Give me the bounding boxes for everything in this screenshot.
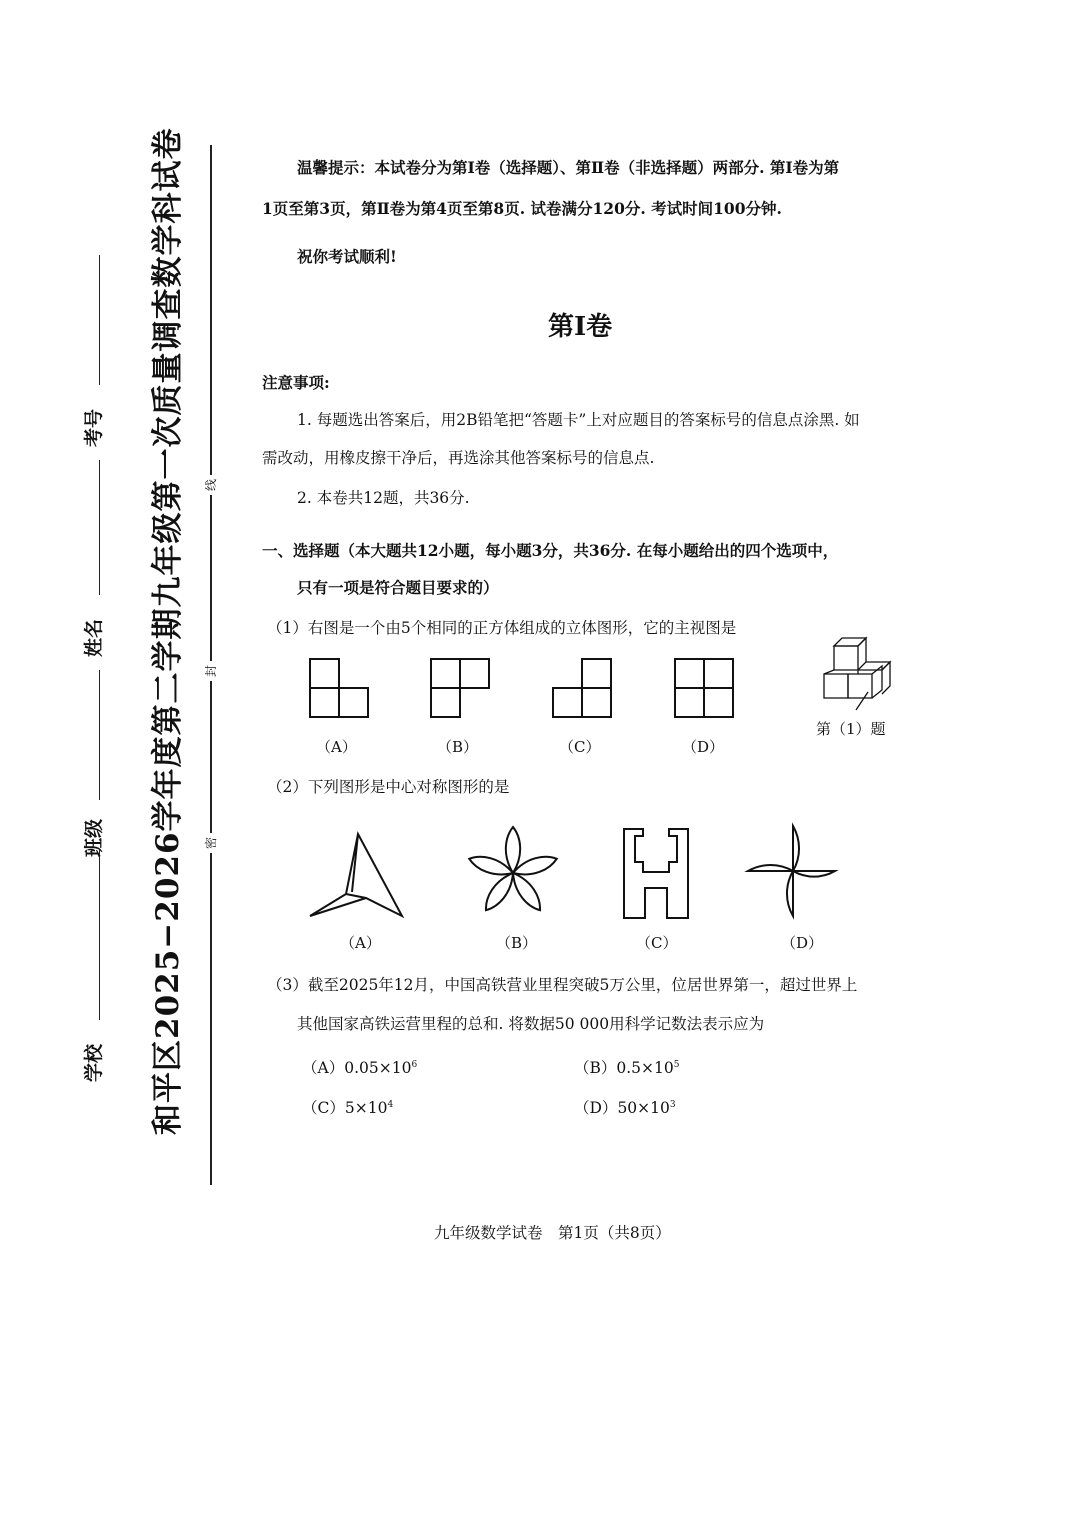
q3-stem-b: 其他国家高铁运营里程的总和. 将数据50 000用科学记数法表示应为	[297, 1015, 765, 1033]
section1-heading-b: 只有一项是符合题目要求的）	[297, 578, 499, 597]
side-school-label: 学校	[83, 1043, 105, 1082]
q3-option-d[interactable]	[574, 1095, 676, 1118]
q2-option-a-figure	[306, 832, 406, 922]
q3-option-b-exp: 5	[673, 1060, 680, 1070]
side-exam-title: 和平区2025−2026学年度第二学期九年级第一次质量调查数学科试卷	[150, 127, 186, 1135]
q1-label-d[interactable]: （D）	[682, 738, 725, 756]
class-fill-line[interactable]	[99, 670, 100, 800]
q1-stem: （1）右图是一个由5个相同的正方体组成的立体图形，它的主视图是	[267, 619, 737, 637]
q1-label-a[interactable]: （A）	[316, 738, 357, 756]
q3-option-b[interactable]	[574, 1055, 680, 1078]
q3-option-a-base: 0.05×10	[344, 1059, 412, 1078]
q3-option-d-label: （D）	[574, 1099, 618, 1118]
q3-option-a-exp: 6	[411, 1060, 418, 1070]
notice-item-1a: 1. 每题选出答案后，用2B铅笔把“答题卡”上对应题目的答案标号的信息点涂黑. 如	[297, 411, 860, 429]
q3-option-c-label: （C）	[302, 1099, 345, 1118]
q3-option-b-base: 0.5×10	[616, 1059, 674, 1078]
side-exam-no-label: 考号	[83, 408, 105, 447]
page-footer: 九年级数学试卷 第1页（共8页）	[434, 1224, 671, 1242]
q2-option-d-figure	[748, 824, 838, 918]
seal-mark-xian: 线	[202, 475, 218, 495]
q1-label-b[interactable]: （B）	[437, 738, 479, 756]
name-fill-line[interactable]	[99, 460, 100, 595]
part-title: 第Ⅰ卷	[548, 312, 613, 342]
notice-item-2: 2. 本卷共12题，共36分.	[297, 489, 470, 507]
school-fill-line[interactable]	[99, 850, 100, 1020]
q2-stem: （2）下列图形是中心对称图形的是	[267, 778, 510, 796]
side-name-label: 姓名	[83, 618, 105, 657]
seal-mark-mi: 密	[202, 833, 218, 853]
q3-option-d-exp: 3	[669, 1100, 676, 1110]
tip-line-2: 1页至第3页，第Ⅱ卷为第4页至第8页. 试卷满分120分. 考试时间100分钟.	[262, 199, 782, 218]
side-class-label: 班级	[83, 818, 105, 857]
section1-heading-a: 一、选择题（本大题共12小题，每小题3分，共36分. 在每小题给出的四个选项中，	[262, 541, 839, 560]
q1-label-c[interactable]: （C）	[559, 738, 601, 756]
q3-option-a-label: （A）	[302, 1059, 345, 1078]
exam-no-fill-line[interactable]	[99, 255, 100, 385]
q1-option-d-figure	[674, 658, 734, 718]
q3-option-c-exp: 4	[387, 1100, 394, 1110]
tip-line-1: 温馨提示：本试卷分为第Ⅰ卷（选择题）、第Ⅱ卷（非选择题）两部分. 第Ⅰ卷为第	[297, 158, 840, 177]
q2-label-d[interactable]: （D）	[781, 934, 824, 952]
q1-option-c-figure	[552, 658, 612, 718]
q1-figure-caption: 第（1）题	[816, 720, 886, 738]
q2-label-c[interactable]: （C）	[636, 934, 678, 952]
q2-option-c-figure	[623, 828, 689, 920]
q3-option-b-label: （B）	[574, 1059, 617, 1078]
tip-wish: 祝你考试顺利!	[297, 247, 397, 266]
q3-option-c-base: 5×10	[344, 1099, 388, 1118]
q2-label-a[interactable]: （A）	[340, 934, 381, 952]
q1-cube-figure	[820, 632, 900, 712]
notice-item-1b: 需改动，用橡皮擦干净后，再选涂其他答案标号的信息点.	[262, 449, 655, 467]
q1-option-b-figure	[430, 658, 490, 718]
q2-option-b-figure	[466, 826, 560, 920]
q3-option-d-base: 50×10	[617, 1099, 670, 1118]
q3-stem-a: （3）截至2025年12月，中国高铁营业里程突破5万公里，位居世界第一，超过世界上	[267, 976, 858, 994]
notice-heading: 注意事项:	[262, 373, 330, 392]
q1-option-a-figure	[309, 658, 369, 718]
q2-label-b[interactable]: （B）	[496, 934, 538, 952]
q3-option-c[interactable]	[302, 1095, 393, 1118]
q3-option-a[interactable]	[302, 1055, 417, 1078]
seal-mark-feng: 封	[202, 661, 218, 681]
